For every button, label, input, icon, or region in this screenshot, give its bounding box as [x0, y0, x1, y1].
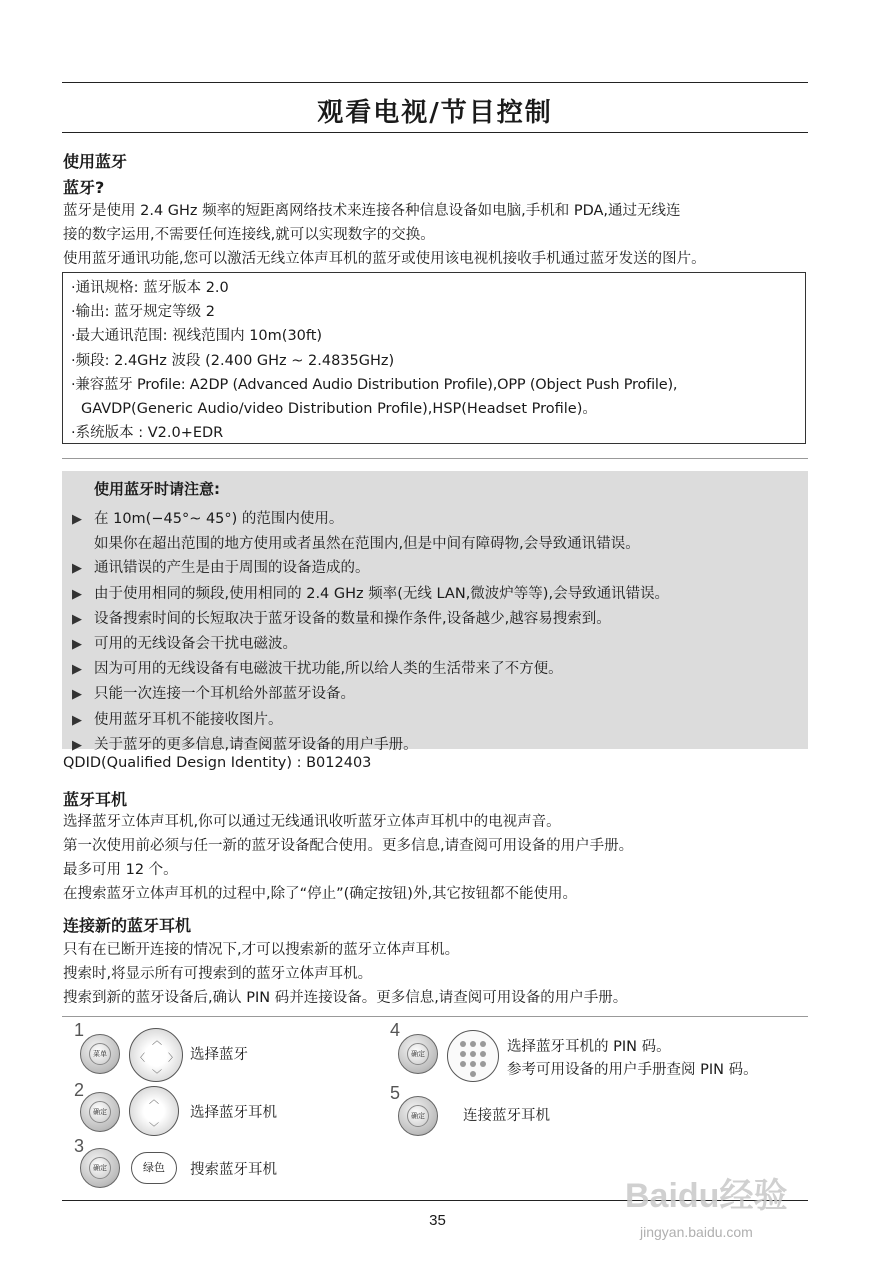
- top-rule: [62, 82, 808, 83]
- qdid-line: QDID(Qualified Design Identity) : B012403: [63, 755, 372, 771]
- triangle-bullet-icon: ▶: [72, 662, 82, 678]
- triangle-bullet-icon: ▶: [72, 687, 82, 703]
- note-item: ▶ 因为可用的无线设备有电磁波干扰功能,所以给人类的生活带来了不方便。: [72, 657, 802, 682]
- ok-button-label: 确定: [407, 1043, 429, 1065]
- number-keypad-icon: [447, 1030, 499, 1082]
- triangle-bullet-icon: ▶: [72, 737, 82, 753]
- spec-line: ·输出: 蓝牙规定等级 2: [71, 304, 215, 321]
- intro-line-3: 使用蓝牙通讯功能,您可以激活无线立体声耳机的蓝牙或使用该电视机接收手机通过蓝牙发送的图片。: [63, 251, 706, 267]
- spec-line: ·兼容蓝牙 Profile: A2DP (Advanced Audio Distribution Profile),OPP (Object Push Profile),: [71, 376, 678, 393]
- ok-button-icon: [80, 1148, 120, 1188]
- green-button-icon: 绿色: [131, 1152, 177, 1184]
- watermark-url: jingyan.baidu.com: [640, 1224, 753, 1240]
- connect-paragraph: [63, 938, 813, 1010]
- step-number: 1: [74, 1020, 85, 1040]
- notes-list: [72, 507, 802, 758]
- triangle-bullet-icon: ▶: [72, 512, 82, 527]
- intro-line-2: 接的数字运用,不需要任何连接线,就可以实现数字的交换。: [63, 227, 435, 243]
- spec-line: ·通讯规格: 蓝牙版本 2.0: [71, 280, 229, 296]
- dpad-icon: ︿ ﹀ 〈 〉: [129, 1028, 183, 1082]
- notes-heading: 使用蓝牙时请注意:: [94, 480, 220, 498]
- section-heading-connect-new: 连接新的蓝牙耳机: [63, 916, 192, 935]
- connect-line: 搜索到新的蓝牙设备后,确认 PIN 码并连接设备。更多信息,请查阅可用设备的用户手册。: [63, 990, 628, 1006]
- ok-button-label: 确定: [89, 1157, 111, 1179]
- ok-button-icon: [398, 1034, 438, 1074]
- spec-line: GAVDP(Generic Audio/video Distribution Profile),HSP(Headset Profile)。: [81, 401, 597, 418]
- page-number: 35: [429, 1212, 446, 1229]
- headset-paragraph: [63, 810, 813, 906]
- divider: [62, 458, 808, 459]
- ok-button-label: 确定: [407, 1105, 429, 1127]
- note-item: ▶ 设备搜索时间的长短取决于蓝牙设备的数量和操作条件,设备越少,越容易搜索到。: [72, 607, 802, 632]
- steps-top-rule: [62, 1016, 808, 1017]
- section-heading-headset: 蓝牙耳机: [63, 790, 128, 809]
- note-item: ▶ 通讯错误的产生是由于周围的设备造成的。: [72, 556, 802, 581]
- triangle-bullet-icon: ▶: [72, 611, 82, 627]
- note-item: 如果你在超出范围的地方使用或者虽然在范围内,但是中间有障碍物,会导致通讯错误。: [94, 536, 640, 553]
- headset-line: 最多可用 12 个。: [63, 862, 178, 878]
- step-text: 搜索蓝牙耳机: [190, 1162, 277, 1178]
- ok-button-label: 确定: [89, 1101, 111, 1123]
- step-text: 选择蓝牙耳机: [190, 1105, 277, 1121]
- step-text: 连接蓝牙耳机: [463, 1108, 550, 1124]
- step-text: 选择蓝牙: [190, 1047, 248, 1063]
- note-item: ▶ 关于蓝牙的更多信息,请查阅蓝牙设备的用户手册。: [72, 733, 802, 758]
- ok-button-icon: [398, 1096, 438, 1136]
- title-rule: [62, 132, 808, 133]
- spec-box: [62, 272, 806, 444]
- headset-line: 第一次使用前必须与任一新的蓝牙设备配合使用。更多信息,请查阅可用设备的用户手册。: [63, 838, 634, 854]
- intro-line-1: 蓝牙是使用 2.4 GHz 频率的短距离网络技术来连接各种信息设备如电脑,手机和 PDA,通过无线连: [63, 203, 681, 219]
- note-item: ▶ 使用蓝牙耳机不能接收图片。: [72, 708, 802, 733]
- spec-line: ·最大通讯范围: 视线范围内 10m(30ft): [71, 328, 323, 345]
- note-item: ▶ 可用的无线设备会干扰电磁波。: [72, 632, 802, 657]
- step-number: 2: [74, 1080, 85, 1100]
- connect-line: 只有在已断开连接的情况下,才可以搜索新的蓝牙立体声耳机。: [63, 942, 460, 958]
- menu-button-icon: [80, 1034, 120, 1074]
- triangle-bullet-icon: ▶: [72, 561, 82, 577]
- triangle-bullet-icon: ▶: [72, 712, 82, 728]
- headset-line: 选择蓝牙立体声耳机,你可以通过无线通讯收听蓝牙立体声耳机中的电视声音。: [63, 814, 561, 830]
- triangle-bullet-icon: ▶: [72, 586, 82, 602]
- menu-button-label: 菜单: [89, 1043, 111, 1065]
- note-item: ▶ 由于使用相同的频段,使用相同的 2.4 GHz 频率(无线 LAN,微波炉等等),会导致通讯错误。: [72, 582, 802, 607]
- notes-box: [62, 471, 808, 753]
- triangle-bullet-icon: ▶: [72, 637, 82, 653]
- watermark-logo: Baidu经验: [625, 1177, 788, 1215]
- headset-line: 在搜索蓝牙立体声耳机的过程中,除了“停止”(确定按钮)外,其它按钮都不能使用。: [63, 886, 578, 902]
- connect-line: 搜索时,将显示所有可搜索到的蓝牙立体声耳机。: [63, 966, 373, 982]
- step-text: 选择蓝牙耳机的 PIN 码。: [507, 1039, 671, 1055]
- note-item: ▶ 在 10m(−45°~ 45°) 的范围内使用。: [72, 507, 802, 532]
- spec-line: ·频段: 2.4GHz 波段 (2.400 GHz ~ 2.4835GHz): [71, 352, 395, 369]
- spec-line: ·系统版本 : V2.0+EDR: [71, 425, 224, 442]
- step-text: 参考可用设备的用户手册查阅 PIN 码。: [507, 1062, 758, 1078]
- step-number: 4: [390, 1020, 401, 1040]
- page-title: 观看电视/节目控制: [317, 98, 553, 128]
- up-down-button-icon: ︿ ﹀: [129, 1086, 179, 1136]
- note-item: ▶ 只能一次连接一个耳机给外部蓝牙设备。: [72, 682, 802, 707]
- ok-button-icon: [80, 1092, 120, 1132]
- intro-paragraph: [63, 199, 813, 271]
- section-heading-bluetooth: 使用蓝牙: [63, 152, 128, 171]
- subheading-what-is-bluetooth: 蓝牙?: [63, 178, 105, 197]
- step-number: 3: [74, 1136, 85, 1156]
- step-number: 5: [390, 1083, 401, 1103]
